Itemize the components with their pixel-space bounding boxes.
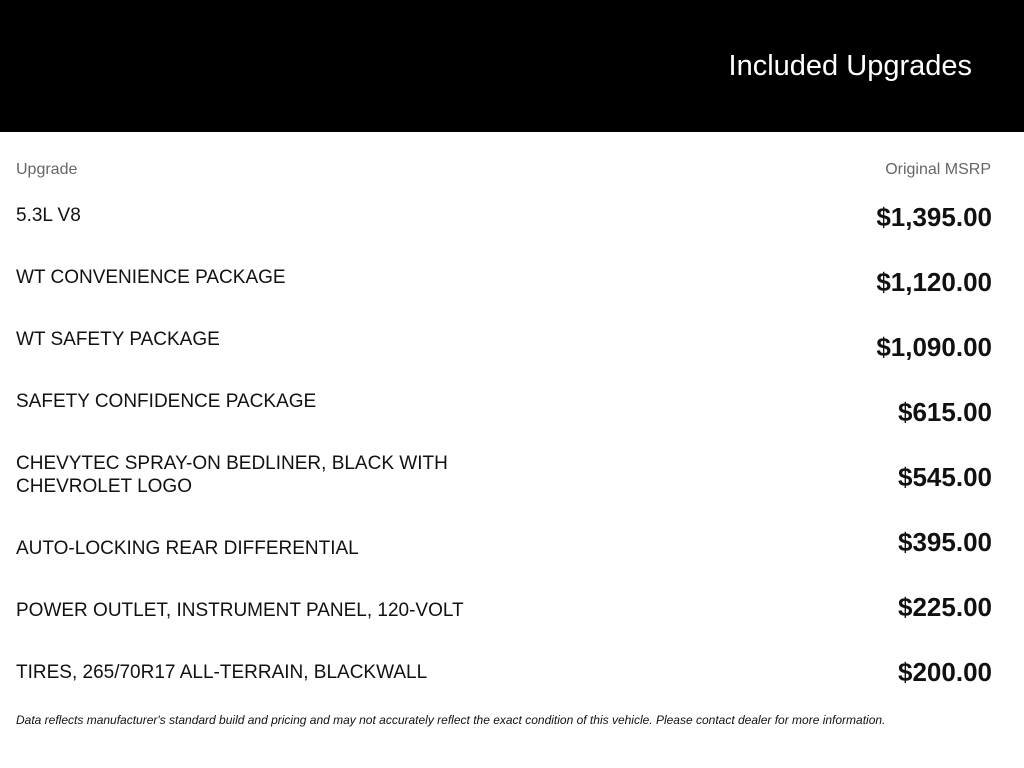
upgrade-name: SAFETY CONFIDENCE PACKAGE xyxy=(16,391,317,412)
table-row xyxy=(0,391,1024,455)
disclaimer-text: Data reflects manufacturer's standard build and pricing and may not accurately reflect the exact condition of this vehicle. Please contact dealer for more information. xyxy=(16,713,886,727)
upgrade-price: $545.00 xyxy=(898,462,992,492)
upgrade-price: $395.00 xyxy=(898,527,992,557)
upgrade-price: $225.00 xyxy=(898,592,992,622)
table-row xyxy=(0,525,1024,585)
upgrade-name: WT CONVENIENCE PACKAGE xyxy=(16,267,286,288)
table-row xyxy=(0,590,1024,650)
upgrade-price: $1,090.00 xyxy=(876,332,992,362)
upgrade-name: CHEVYTEC SPRAY-ON BEDLINER, BLACK WITH CHEVROLET LOGO xyxy=(16,453,448,497)
upgrade-price: $615.00 xyxy=(898,397,992,427)
upgrade-price: $1,395.00 xyxy=(876,202,992,232)
column-header-upgrade: Upgrade xyxy=(16,161,78,178)
header-banner xyxy=(0,0,1024,132)
upgrade-price: $200.00 xyxy=(898,657,992,687)
upgrade-name: POWER OUTLET, INSTRUMENT PANEL, 120-VOLT xyxy=(16,600,464,621)
table-row xyxy=(0,265,1024,325)
table-row xyxy=(0,453,1024,520)
upgrade-name: TIRES, 265/70R17 ALL-TERRAIN, BLACKWALL xyxy=(16,662,428,683)
upgrade-name: WT SAFETY PACKAGE xyxy=(16,329,220,350)
table-row xyxy=(0,200,1024,260)
upgrade-name: AUTO-LOCKING REAR DIFFERENTIAL xyxy=(16,538,359,559)
table-row xyxy=(0,330,1024,390)
page-title: Included Upgrades xyxy=(728,50,972,82)
upgrade-name: 5.3L V8 xyxy=(16,205,81,226)
column-header-msrp: Original MSRP xyxy=(885,161,991,178)
table-row xyxy=(0,655,1024,715)
upgrade-price: $1,120.00 xyxy=(876,267,992,297)
